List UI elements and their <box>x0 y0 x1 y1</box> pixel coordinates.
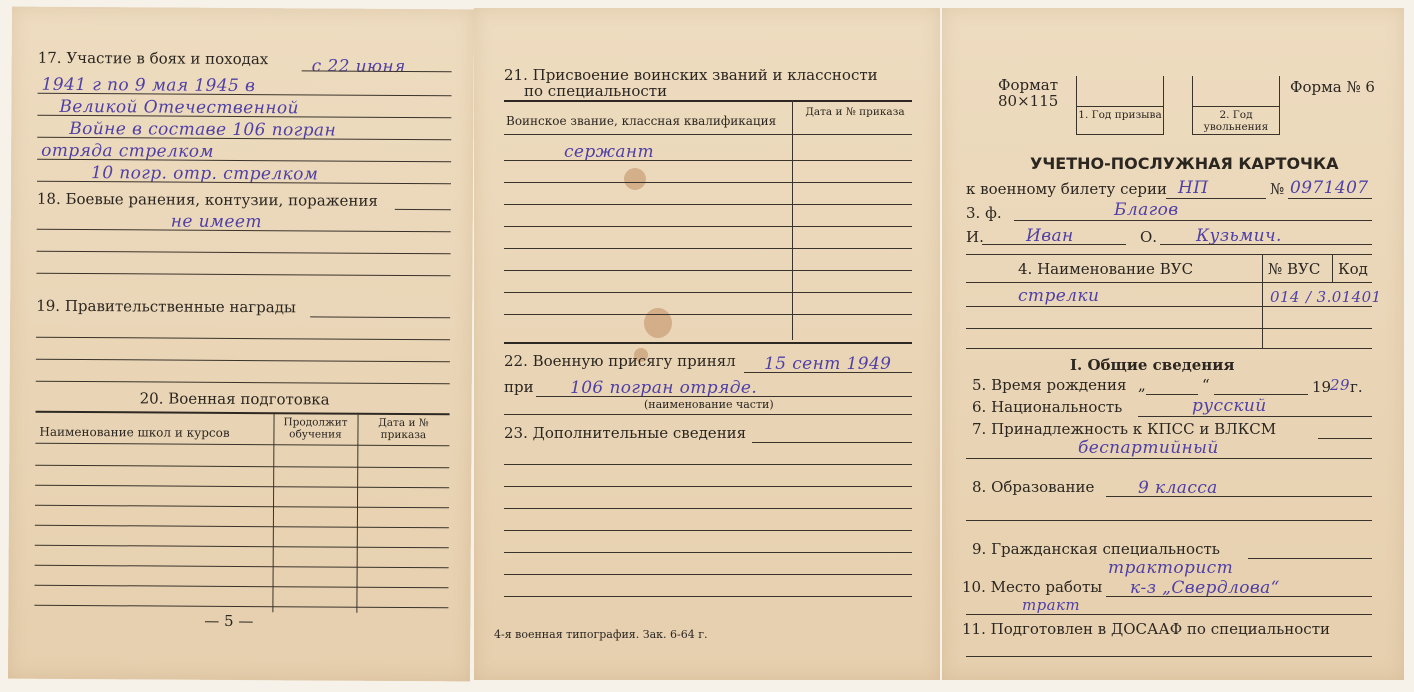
item-5-label: 5. Время рождения <box>972 376 1127 394</box>
item-21-label: 21. Присвоение воинских званий и классности <box>504 66 878 84</box>
item-17-handwriting-6: 10 погр. отр. стрелком <box>90 163 319 185</box>
surname-label: 3. ф. <box>966 204 1002 222</box>
card-title: УЧЕТНО-ПОСЛУЖНАЯ КАРТОЧКА <box>1030 154 1339 173</box>
item-17-handwriting-3: Великой Отечественной <box>59 96 299 119</box>
item-6-label: 6. Национальность <box>972 398 1123 416</box>
name-label: И. <box>966 228 984 246</box>
form-number: Форма № 6 <box>1290 78 1375 96</box>
col-rank-header: Воинское звание, классная квалификация <box>506 114 777 128</box>
item-17-label: 17. Участие в боях и походах <box>37 48 269 69</box>
item-6-handwriting: русский <box>1192 396 1267 416</box>
vus-number-handwriting: 014 <box>1270 288 1300 306</box>
unit-caption: (наименование части) <box>644 398 774 411</box>
item-17-handwriting-4: Войне в составе 106 погран <box>69 118 337 141</box>
vus-code-handwriting: / 3.01401 <box>1306 288 1382 306</box>
page-6 <box>474 8 940 680</box>
page-5 <box>8 7 474 682</box>
col-date-header: Дата и № приказа <box>378 416 429 442</box>
conscription-year-box: 1. Год призыва <box>1076 76 1164 135</box>
section-general-info: I. Общие сведения <box>1070 356 1235 374</box>
item-5-year-prefix: 19 <box>1312 378 1332 396</box>
item-10-label: 10. Место работы <box>962 578 1103 596</box>
item-7-handwriting: беспартийный <box>1078 438 1219 458</box>
rank-handwriting: сержант <box>564 142 655 162</box>
item-23-label: 23. Дополнительные сведения <box>504 424 747 442</box>
page-number: — 5 — <box>204 611 254 631</box>
ticket-number-handwriting: 0971407 <box>1290 178 1369 198</box>
item-5-year-handwriting: 29 <box>1330 376 1350 394</box>
item-8-label: 8. Образование <box>972 478 1095 496</box>
vus-number-label: № ВУС <box>1268 260 1321 278</box>
item-19-label: 19. Правительственные награды <box>36 296 296 317</box>
format-size: 80×115 <box>998 92 1059 110</box>
item-5-quote-open: „ <box>1138 376 1146 394</box>
item-22-at-label: при <box>504 378 534 396</box>
item-10-handwriting: к-з „Свердлова“ <box>1130 578 1280 598</box>
item-17-handwriting-2: 1941 г по 9 мая 1945 в <box>41 74 256 97</box>
item-17-handwriting-1: с 22 июня <box>311 56 406 78</box>
format-label: Формат <box>998 76 1058 94</box>
series-handwriting: НП <box>1178 178 1209 198</box>
name-handwriting: Иван <box>1026 226 1074 246</box>
item-5-year-suffix: г. <box>1350 378 1363 396</box>
item-22-label: 22. Военную присягу принял <box>504 352 736 370</box>
col-date-header: Дата и № приказа <box>805 106 905 118</box>
printer-imprint: 4-я военная типография. Зак. 6-64 г. <box>494 628 708 641</box>
col-school-header: Наименование школ и курсов <box>39 424 230 440</box>
discharge-year-box: 2. Год увольнения <box>1192 76 1280 135</box>
ticket-number-label: № <box>1270 180 1285 198</box>
record-card-page <box>942 8 1404 680</box>
surname-handwriting: Благов <box>1114 200 1179 220</box>
vus-name-label: 4. Наименование ВУС <box>1018 260 1194 278</box>
vus-code-label: Код <box>1338 260 1368 278</box>
item-10-handwriting-2: тракт <box>1022 596 1080 614</box>
item-18-label: 18. Боевые ранения, контузии, поражения <box>36 189 378 210</box>
item-11-label: 11. Подготовлен в ДОСААФ по специальности <box>962 620 1331 638</box>
vus-name-handwriting: стрелки <box>1018 286 1100 306</box>
col-duration-header: Продолжит обучения <box>283 416 348 441</box>
patronymic-handwriting: Кузьмич. <box>1196 226 1282 246</box>
item-20-label: 20. Военная подготовка <box>139 389 330 409</box>
item-5-quote-close: “ <box>1202 376 1210 394</box>
item-21-continuation: по специальности <box>524 82 668 100</box>
item-9-label: 9. Гражданская специальность <box>972 540 1220 558</box>
item-18-handwriting: не имеет <box>170 211 262 233</box>
item-17-handwriting-5: отряда стрелком <box>41 140 214 162</box>
patronymic-label: О. <box>1140 228 1158 246</box>
item-8-handwriting: 9 класса <box>1138 478 1218 498</box>
item-22-unit-handwriting: 106 погран отряде. <box>570 378 758 398</box>
item-7-label: 7. Принадлежность к КПСС и ВЛКСМ <box>972 420 1277 438</box>
item-22-date-handwriting: 15 сент 1949 <box>764 354 892 374</box>
item-9-handwriting: тракторист <box>1108 558 1234 578</box>
ticket-series-label: к военному билету серии <box>966 180 1167 198</box>
